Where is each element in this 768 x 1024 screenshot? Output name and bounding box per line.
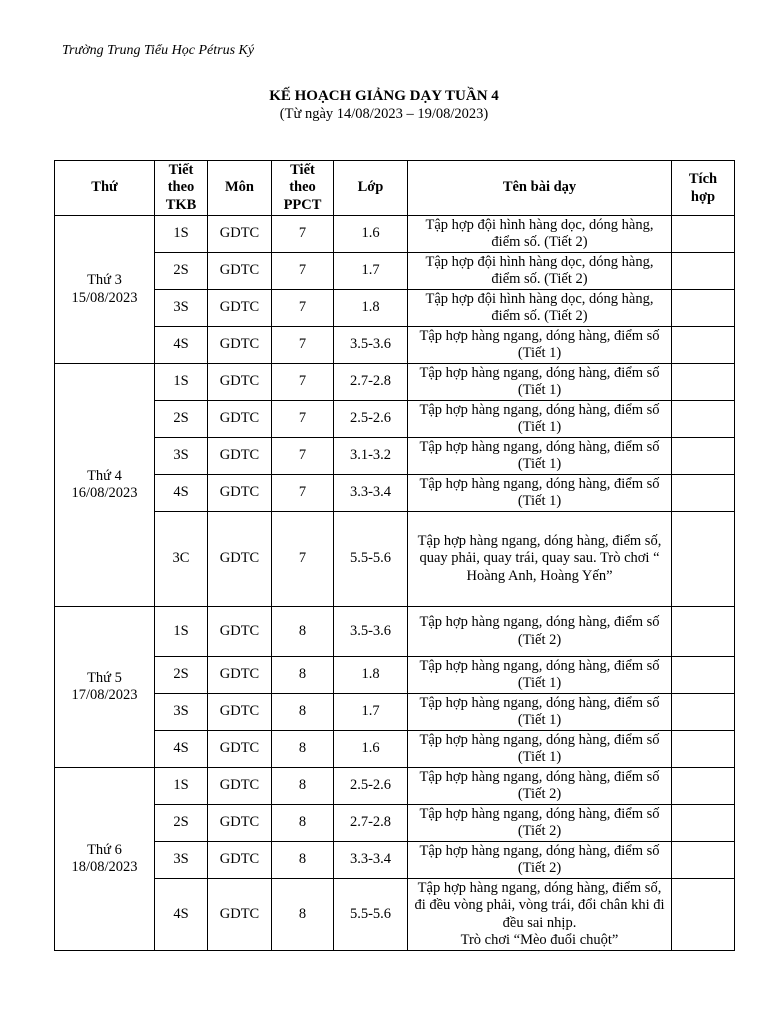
lesson-cell: Tập hợp hàng ngang, dóng hàng, điểm số (Tiết 1): [408, 657, 672, 694]
subject-cell: GDTC: [208, 475, 272, 512]
day-label: Thứ 4: [87, 467, 122, 484]
subject-cell: GDTC: [208, 805, 272, 842]
lesson-cell: Tập hợp hàng ngang, dóng hàng, điểm số (Tiết 1): [408, 438, 672, 475]
lesson-cell: Tập hợp hàng ngang, dóng hàng, điểm số, quay phải, quay trái, quay sau. Trò chơi “ Hoàng Anh, Hoàng Yến”: [408, 512, 672, 607]
tkb-cell: 3S: [155, 694, 208, 731]
ppct-cell: 7: [272, 475, 334, 512]
integration-cell: [672, 657, 735, 694]
lesson-cell: Tập hợp hàng ngang, dóng hàng, điểm số (Tiết 2): [408, 768, 672, 805]
subject-cell: GDTC: [208, 327, 272, 364]
day-label: Thứ 6: [87, 841, 122, 858]
table-row: [55, 607, 735, 657]
date-range: (Từ ngày 14/08/2023 – 19/08/2023): [279, 106, 489, 122]
header-row: [55, 161, 735, 216]
tkb-cell: 2S: [155, 253, 208, 290]
tkb-cell: 3C: [155, 512, 208, 607]
table-row: [55, 475, 735, 512]
day-cell: [55, 768, 155, 951]
table-row: [55, 731, 735, 768]
lesson-cell: Tập hợp hàng ngang, dóng hàng, điểm số (Tiết 2): [408, 805, 672, 842]
lesson-cell: Tập hợp hàng ngang, dóng hàng, điểm số (Tiết 1): [408, 401, 672, 438]
class-cell: 1.7: [334, 253, 408, 290]
ppct-cell: 8: [272, 731, 334, 768]
ppct-cell: 7: [272, 512, 334, 607]
subject-cell: GDTC: [208, 438, 272, 475]
lesson-cell: Tập hợp đội hình hàng dọc, dóng hàng, điểm số. (Tiết 2): [408, 216, 672, 253]
header-integration: Tích hợp: [672, 161, 735, 216]
subject-cell: GDTC: [208, 731, 272, 768]
table-row: [55, 842, 735, 879]
tkb-cell: 1S: [155, 607, 208, 657]
class-cell: 1.7: [334, 694, 408, 731]
day-label: Thứ 3: [87, 272, 122, 288]
tkb-cell: 2S: [155, 657, 208, 694]
ppct-cell: 7: [272, 364, 334, 401]
lesson-cell: Tập hợp hàng ngang, dóng hàng, điểm số (Tiết 2): [408, 607, 672, 657]
tkb-cell: 2S: [155, 401, 208, 438]
ppct-cell: 8: [272, 657, 334, 694]
ppct-cell: 8: [272, 694, 334, 731]
tkb-cell: 4S: [155, 879, 208, 951]
integration-cell: [672, 607, 735, 657]
ppct-cell: 8: [272, 879, 334, 951]
lesson-cell: Tập hợp hàng ngang, dóng hàng, điểm số (Tiết 1): [408, 327, 672, 364]
header-day: Thứ: [55, 161, 155, 216]
school-name: Trường Trung Tiểu Học Pétrus Ký: [62, 43, 255, 58]
table-row: [55, 694, 735, 731]
class-cell: 2.7-2.8: [334, 364, 408, 401]
subject-cell: GDTC: [208, 401, 272, 438]
page-title: KẾ HOẠCH GIẢNG DẠY TUẦN 4: [269, 88, 499, 104]
table-row: [55, 253, 735, 290]
lesson-cell: Tập hợp đội hình hàng dọc, dóng hàng, điểm số. (Tiết 2): [408, 253, 672, 290]
subject-cell: GDTC: [208, 842, 272, 879]
subject-cell: GDTC: [208, 657, 272, 694]
day-cell: [55, 364, 155, 607]
table-row: [55, 364, 735, 401]
tkb-cell: 3S: [155, 438, 208, 475]
integration-cell: [672, 842, 735, 879]
tkb-cell: 2S: [155, 805, 208, 842]
table-row: [55, 512, 735, 607]
header-tkb: Tiết theo TKB: [155, 161, 208, 216]
class-cell: 2.5-2.6: [334, 401, 408, 438]
header-ppct: Tiết theo PPCT: [272, 161, 334, 216]
integration-cell: [672, 364, 735, 401]
class-cell: 1.6: [334, 216, 408, 253]
class-cell: 3.3-3.4: [334, 475, 408, 512]
table-row: [55, 657, 735, 694]
tkb-cell: 1S: [155, 768, 208, 805]
ppct-cell: 7: [272, 327, 334, 364]
ppct-cell: 8: [272, 768, 334, 805]
lesson-cell: Tập hợp hàng ngang, dóng hàng, điểm số (Tiết 2): [408, 842, 672, 879]
tkb-cell: 3S: [155, 290, 208, 327]
subject-cell: GDTC: [208, 216, 272, 253]
ppct-cell: 7: [272, 438, 334, 475]
lesson-cell: Tập hợp hàng ngang, dóng hàng, điểm số (Tiết 1): [408, 694, 672, 731]
integration-cell: [672, 805, 735, 842]
lesson-cell: Tập hợp hàng ngang, dóng hàng, điểm số (Tiết 1): [408, 475, 672, 512]
day-date: 15/08/2023: [71, 289, 138, 306]
subject-cell: GDTC: [208, 768, 272, 805]
header-subject: Môn: [208, 161, 272, 216]
class-cell: 3.3-3.4: [334, 842, 408, 879]
subject-cell: GDTC: [208, 512, 272, 607]
integration-cell: [672, 768, 735, 805]
lesson-plan-table: [54, 160, 735, 951]
tkb-cell: 4S: [155, 475, 208, 512]
class-cell: 5.5-5.6: [334, 512, 408, 607]
integration-cell: [672, 475, 735, 512]
integration-cell: [672, 879, 735, 951]
integration-cell: [672, 327, 735, 364]
class-cell: 5.5-5.6: [334, 879, 408, 951]
class-cell: 3.5-3.6: [334, 327, 408, 364]
tkb-cell: 1S: [155, 216, 208, 253]
table-body: [55, 216, 735, 951]
subject-cell: GDTC: [208, 253, 272, 290]
class-cell: 3.1-3.2: [334, 438, 408, 475]
integration-cell: [672, 253, 735, 290]
integration-cell: [672, 216, 735, 253]
class-cell: 3.5-3.6: [334, 607, 408, 657]
ppct-cell: 8: [272, 842, 334, 879]
ppct-cell: 7: [272, 401, 334, 438]
ppct-cell: 7: [272, 290, 334, 327]
table-row: [55, 805, 735, 842]
class-cell: 1.8: [334, 290, 408, 327]
table-row: [55, 401, 735, 438]
integration-cell: [672, 438, 735, 475]
table-row: [55, 438, 735, 475]
ppct-cell: 8: [272, 607, 334, 657]
integration-cell: [672, 694, 735, 731]
subject-cell: GDTC: [208, 694, 272, 731]
day-date: 18/08/2023: [71, 859, 138, 875]
subject-cell: GDTC: [208, 364, 272, 401]
tkb-cell: 3S: [155, 842, 208, 879]
day-date: 16/08/2023: [71, 485, 138, 501]
ppct-cell: 7: [272, 253, 334, 290]
subject-cell: GDTC: [208, 879, 272, 951]
integration-cell: [672, 731, 735, 768]
subject-cell: GDTC: [208, 607, 272, 657]
class-cell: 1.6: [334, 731, 408, 768]
table-row: [55, 768, 735, 805]
day-cell: [55, 607, 155, 768]
integration-cell: [672, 401, 735, 438]
lesson-cell: Tập hợp hàng ngang, dóng hàng, điểm số (Tiết 1): [408, 364, 672, 401]
integration-cell: [672, 290, 735, 327]
integration-cell: [672, 512, 735, 607]
lesson-cell: Tập hợp hàng ngang, dóng hàng, điểm số (Tiết 1): [408, 731, 672, 768]
class-cell: 2.5-2.6: [334, 768, 408, 805]
day-label: Thứ 5: [87, 669, 122, 686]
header-class: Lớp: [334, 161, 408, 216]
class-cell: 1.8: [334, 657, 408, 694]
tkb-cell: 4S: [155, 731, 208, 768]
header-lesson: Tên bài dạy: [408, 161, 672, 216]
subject-cell: GDTC: [208, 290, 272, 327]
table-row: [55, 327, 735, 364]
ppct-cell: 7: [272, 216, 334, 253]
lesson-cell: Tập hợp hàng ngang, dóng hàng, điểm số, đi đều vòng phải, vòng trái, đổi chân khi đi đều sai nhịp. Trò chơi “Mèo đuổi chuột”: [408, 879, 672, 951]
table-row: [55, 216, 735, 253]
table-row: [55, 879, 735, 951]
day-date: 17/08/2023: [71, 687, 138, 703]
class-cell: 2.7-2.8: [334, 805, 408, 842]
table-row: [55, 290, 735, 327]
lesson-cell: Tập hợp đội hình hàng dọc, dóng hàng, điểm số. (Tiết 2): [408, 290, 672, 327]
tkb-cell: 4S: [155, 327, 208, 364]
tkb-cell: 1S: [155, 364, 208, 401]
ppct-cell: 8: [272, 805, 334, 842]
day-cell: [55, 216, 155, 364]
